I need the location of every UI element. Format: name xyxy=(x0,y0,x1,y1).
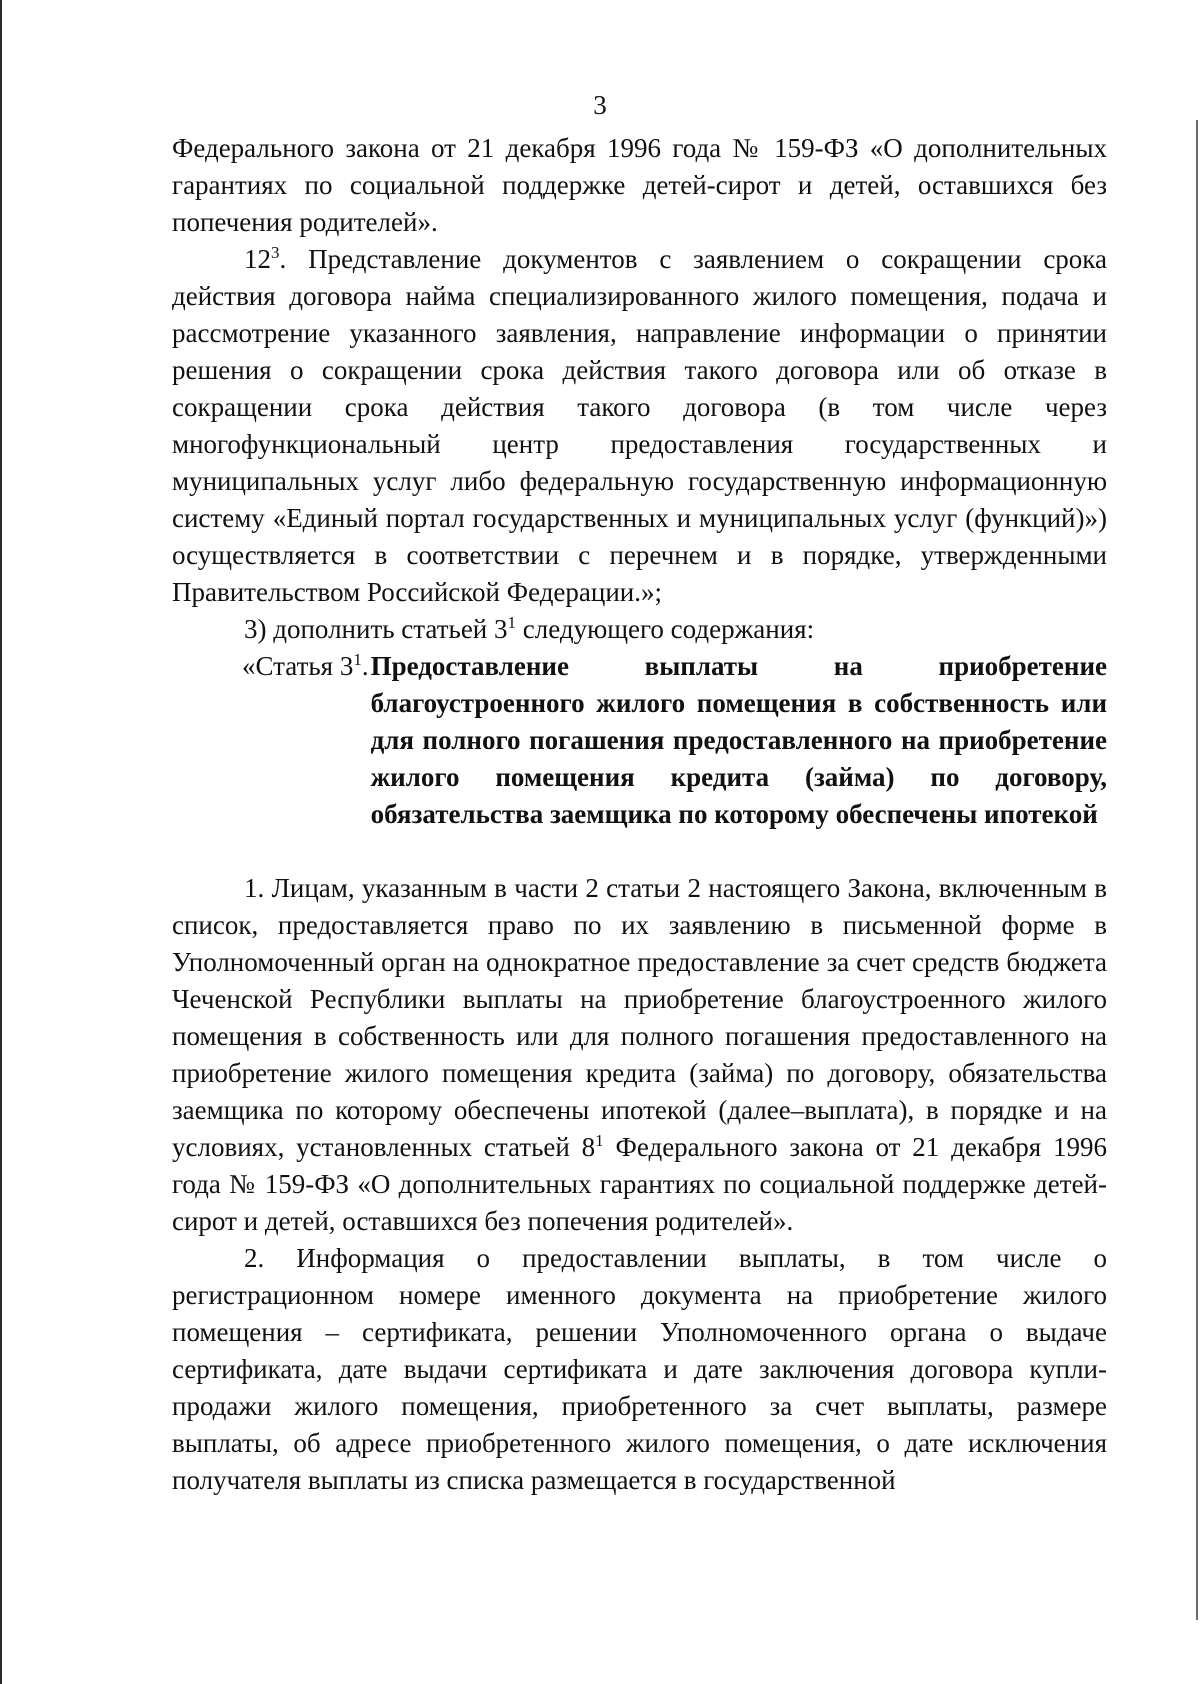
paragraph-text: . Представление документов с заявлением о сокращении срока действия договора найма специализированного жилого помещения, подача и рассмотрение указанного заявления, направление информации о принятии решения о сокращении срока действия такого договора или об отказе в сокращении срока действия такого договора (в том числе через многофункциональный центр предоставления государственных и муниципальных услуг либо федеральную государственную информационную систему «Единый портал государственных и муниципальных услуг (функций)») осуществляется в соответствии с перечнем и в порядке, утвержденными Правительством Российской Федерации.»; xyxy=(172,244,1107,607)
spacer xyxy=(172,833,1107,870)
paragraph-number-superscript: 3 xyxy=(271,243,280,262)
paragraph-12-3 xyxy=(172,241,1107,611)
amendment-text-after: следующего содержания: xyxy=(516,614,815,644)
clause-1-text-after: Федерального закона от 21 декабря 1996 года № 159-ФЗ «О дополнительных гарантиях по социальной поддержке детей-сирот и детей, оставшихся без попечения родителей». xyxy=(172,1132,1107,1236)
amendment-text-before: 3) дополнить статьей 3 xyxy=(244,614,508,644)
scan-edge-left xyxy=(0,0,2,1684)
clause-1 xyxy=(172,870,1107,1240)
amendment-superscript: 1 xyxy=(507,613,517,632)
article-label-dot: . xyxy=(361,651,369,681)
clause-2-text: 2. Информация о предоставлении выплаты, в том числе о регистрационном номере именного документа на приобретение жилого помещения – сертификата, решении Уполномоченного органа о выдаче сертификата, дате выдачи сертификата и дате заключения договора купли-продажи жилого помещения, приобретенного за счет выплаты, размере выплаты, об адресе приобретенного жилого помещения, о дате исключения получателя выплаты из списка размещается в государственной xyxy=(172,1243,1107,1495)
scan-edge-right xyxy=(1196,120,1198,1620)
page-number: 3 xyxy=(593,90,607,120)
paragraph-number: 12 xyxy=(244,244,271,274)
paragraph-continuation xyxy=(172,130,1107,241)
article-label-text: «Статья 3 xyxy=(242,651,354,681)
clause-1-superscript: 1 xyxy=(595,1131,604,1150)
article-label-superscript: 1 xyxy=(353,650,362,669)
article-title: Предоставление выплаты на приобретение благоустроенного жилого помещения в собственность или для полного погашения предоставленного на приобретение жилого помещения кредита (займа) по договору, обязательства заемщика по которому обеспечены ипотекой xyxy=(370,651,1107,829)
clause-2 xyxy=(172,1240,1107,1499)
paragraph-continuation-text: Федерального закона от 21 декабря 1996 года № 159-ФЗ «О дополнительных гарантиях по социальной поддержке детей-сирот и детей, оставшихся без попечения родителей». xyxy=(172,133,1107,237)
clause-1-text: 1. Лицам, указанным в части 2 статьи 2 настоящего Закона, включенным в список, предоставляется право по их заявлению в письменной форме в Уполномоченный орган на однократное предоставление за счет средств бюджета Чеченской Республики выплаты на приобретение благоустроенного жилого помещения в собственность или для полного погашения предоставленного на приобретение жилого помещения кредита (займа) по договору, обязательства заемщика по которому обеспечены ипотекой (далее–выплата), в порядке и на условиях, установленных статьей 8 xyxy=(172,873,1107,1162)
article-label xyxy=(242,648,371,685)
article-heading xyxy=(242,648,1107,833)
document-body xyxy=(172,130,1107,1499)
amendment-item-3 xyxy=(172,611,1107,648)
